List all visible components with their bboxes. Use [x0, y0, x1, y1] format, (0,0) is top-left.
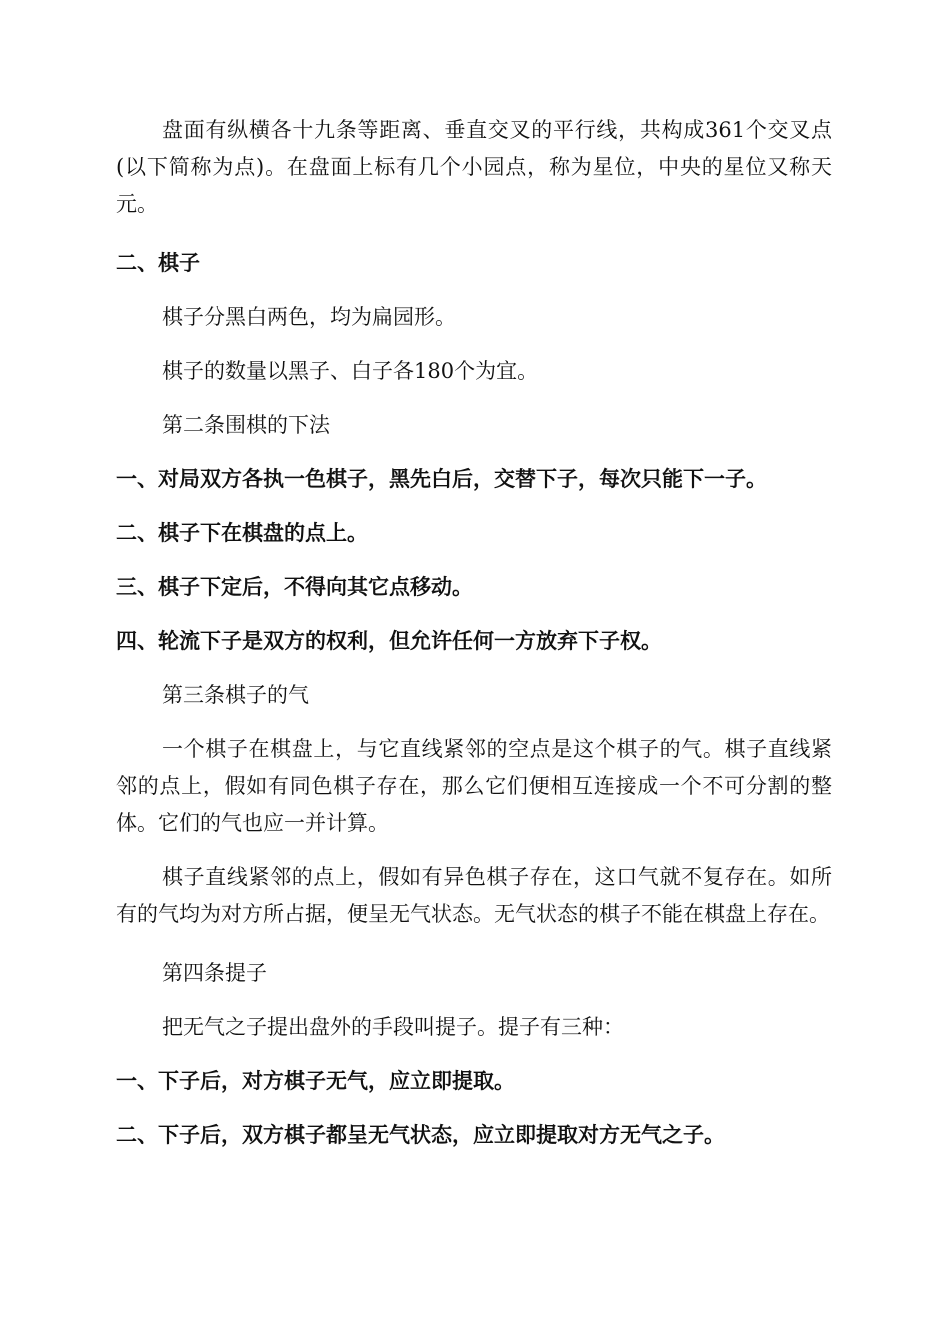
heading-pieces: 二、棋子 — [116, 251, 200, 275]
paragraph-liberty-definition: 一个棋子在棋盘上，与它直线紧邻的空点是这个棋子的气。棋子直线紧邻的点上，假如有同色棋子存在，那么它们便相互连接成一个不可分割的整体。它们的气也应一并计算。 — [116, 737, 832, 835]
article-two-title: 第二条围棋的下法 — [162, 413, 330, 437]
rule-alternate-moves: 一、对局双方各执一色棋子，黑先白后，交替下子，每次只能下一子。 — [116, 467, 767, 491]
rule-capture-both: 二、下子后，双方棋子都呈无气状态，应立即提取对方无气之子。 — [116, 1123, 725, 1147]
article-four-title: 第四条提子 — [162, 961, 267, 985]
rule-capture-opponent: 一、下子后，对方棋子无气，应立即提取。 — [116, 1069, 515, 1093]
paragraph-capture-intro: 把无气之子提出盘外的手段叫提子。提子有三种： — [162, 1015, 624, 1039]
rule-pass-allowed: 四、轮流下子是双方的权利，但允许任何一方放弃下子权。 — [116, 629, 662, 653]
paragraph-no-liberty: 棋子直线紧邻的点上，假如有异色棋子存在，这口气就不复存在。如所有的气均为对方所占据，便呈无气状态。无气状态的棋子不能在棋盘上存在。 — [116, 865, 832, 926]
article-three-title: 第三条棋子的气 — [162, 683, 309, 707]
paragraph-piece-count: 棋子的数量以黑子、白子各180个为宜。 — [162, 359, 539, 383]
rule-place-on-point: 二、棋子下在棋盘的点上。 — [116, 521, 368, 545]
paragraph-piece-colors: 棋子分黑白两色，均为扁园形。 — [162, 305, 456, 329]
rule-no-moving: 三、棋子下定后，不得向其它点移动。 — [116, 575, 473, 599]
document-body — [116, 112, 832, 1154]
paragraph-board-description: 盘面有纵横各十九条等距离、垂直交叉的平行线，共构成361个交叉点(以下简称为点)。在盘面上标有几个小园点，称为星位，中央的星位又称天元。 — [116, 118, 832, 216]
